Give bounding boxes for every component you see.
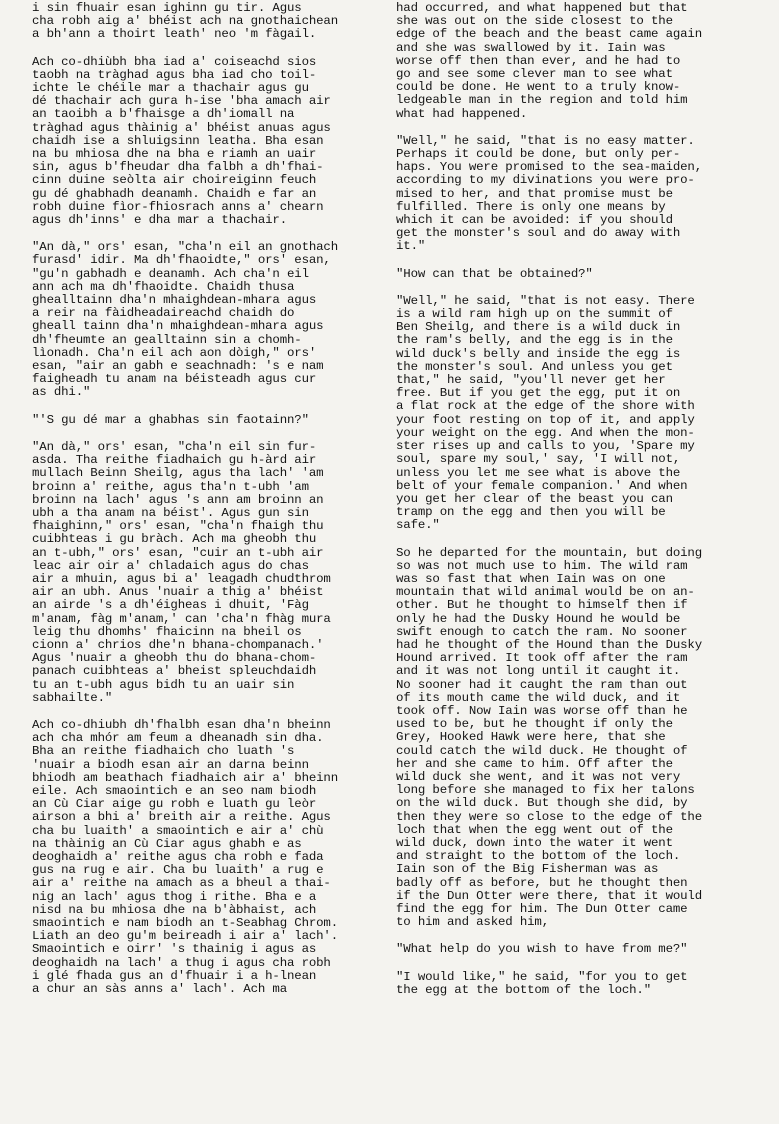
paragraph: Ach co-dhiubh dh'fhalbh esan dha'n bheinn ach cha mhór am feum a dheanadh sin dha. Bha an reithe fiadhaich cho luath 's 'nuair a biodh esan air an darna beinn bhiodh am beathach fiadhaich air a' bheinn eile. Ach smaointich e an seo nam biodh an Cù Ciar aige gu robh e luath gu leòr airson a bhi a' breith air a reithe. Agus cha bu luaith' a smaointich e air a' chù na thàinig an Cù Ciar agus ghabh e as deoghaidh a' reithe agus cha robh e fada gus na rug e air. Cha bu luaith' a rug e air a' reithe na amach as a bheul a thai- nig an lach' agus thog i rithe. Bha e a nisd na bu mhiosa dhe na b'àbhaist, ach smaointich e nam biodh an t-Seabhag Chrom. Liath an deo gu'm beireadh i air a' lach'. Smaointich e oirr' 's thainig i agus as deoghaidh na lach' a thug i agus cha robh i glé fhada gus an d'fhuair i a h-lnean a chur an sàs anns a' lach'. Ach ma (32, 717, 338, 997)
right-column (396, 2, 748, 997)
paragraph: "Well," he said, "that is no easy matter. Perhaps it could be done, but only per- haps. You were promised to the sea-maiden, according to my divinations you were pro- mised to her, and that promise must be fulfilled. There is only one means by which it can be avoided: if you should get the monster's soul and do away with it." (396, 133, 702, 254)
paragraph: Ach co-dhiùbh bha iad a' coiseachd sios taobh na tràghad agus bha iad cho toil- ichte le chéile mar a thachair agus gu dé thachair ach gura h-ise 'bha amach air an taoibh a b'fhaisge a dh'iomall na tràghad agus thàinig a' bhéist anuas agus chaidh ise a shluigsinn leatha. Bha esan na bu mhiosa dhe na bha e riamh an uair sin, agus b'fheudar dha falbh a dh'fhai- cinn duine seòlta air choireiginn feuch gu dé ghabhadh deanamh. Chaidh e far an robh duine fìor-fhiosrach anns a' chearn agus dh'inns' e dha mar a thachair. (32, 54, 331, 228)
paragraph: "How can that be obtained?" (396, 266, 593, 281)
paragraph: "An dà," ors' esan, "cha'n eil sin fur- asda. Tha reithe fiadhaich gu h-àrd air mullach Beinn Sheilg, agus tha lach' 'am broinn a' reithe, agus tha'n t-ubh 'am broinn na lach' agus 's ann am broinn an ubh a tha anam na béist'. Agus gun sin fhaighinn," ors' esan, "cha'n fhaigh thu cuibhteas i gu bràch. Ach ma gheobh thu an t-ubh," ors' esan, "cuir an t-ubh air leac air oir a' chladaich agus do chas air a mhuin, agus bi a' leagadh chudthrom air an ubh. Anus 'nuair a thig a' bhéist an airde 's a dh'éigheas i dhuit, 'Fàg m'anam, fàg m'anam,' can 'cha'n fhàg mura leig thu dhomhs' fhaicinn na bheil os cionn a' chrios dhe'n bhana-chompanach.' Agus 'nuair a gheobh thu do bhana-chom- panach cuibhteas a' bheist spleuchdaidh tu an t-ubh agus bidh tu an uair sin sabhailte." (32, 439, 331, 705)
paragraph: "'S gu dé mar a ghabhas sin faotainn?" (32, 412, 309, 427)
paragraph: had occurred, and what happened but that she was out on the side closest to the edge of the beach and the beast came again and she was swallowed by it. Iain was worse off then than ever, and he had to go and see some clever man to see what could be done. He went to a truly know- ledgeable man in the region and told him what had happened. (396, 1, 702, 121)
paragraph: So he departed for the mountain, but doing so was not much use to him. The wild ram was so fast that when Iain was on one mountain that wild animal would be on an- other. But he thought to himself then if only he had the Dusky Hound he would be swift enough to catch the ram. No sooner had he thought of the Hound than the Dusky Hound arrived. It took off after the ram and it was not long until it caught it. No sooner had it caught the ram than out of its mouth came the wild duck, and it took off. Now Iain was worse off than he used to be, but he thought if only the Grey, Hooked Hawk were here, that she could catch the wild duck. He thought of her and she came to him. Off after the wild duck she went, and it was not very long before she managed to fix her talons on the wild duck. But though she did, by then they were so close to the edge of the loch that when the egg went out of the wild duck, down into the water it went and straight to the bottom of the loch. Iain son of the Big Fisherman was as badly off as before, but he thought then if the Dun Otter were there, that it would find the egg for him. The Dun Otter came to him and asked him, (396, 545, 702, 930)
paragraph: "What help do you wish to have from me?" (396, 942, 688, 957)
paragraph: "I would like," he said, "for you to get the egg at the bottom of the loch." (396, 969, 688, 997)
paragraph: "An dà," ors' esan, "cha'n eil an gnothach furasd' idir. Ma dh'fhaoidte," ors' esan, "gu'n gabhadh e deanamh. Ach cha'n eil ann ach ma dh'fhaoidte. Chaidh thusa ghealltainn dha'n mhaighdean-mhara agus a reir na fàidheadaireachd chaidh do gheall tainn dha'n mhaighdean-mhara agus dh'fheumte an gealltainn sin a chomh- lìonadh. Cha'n eil ach aon dòigh," ors' esan, "air an gabh e seachnadh: 's e nam faigheadh tu anam na béisteadh agus cur as dhi." (32, 240, 338, 400)
left-column (32, 2, 376, 996)
paragraph: "Well," he said, "that is not easy. There is a wild ram high up on the summit of Ben Sheilg, and there is a wild duck in the ram's belly, and the egg is in the wild duck's belly and inside the egg is the monster's soul. And unless you get that," he said, "you'll never get her free. But if you get the egg, put it on a flat rock at the edge of the shore with your foot resting on top of it, and apply your weight on the egg. And when the mon- ster rises up and calls to you, 'Spare my soul, spare my soul,' say, 'I will not, unless you let me see what is above the belt of your female companion.' And when you get her clear of the beast you can tramp on the egg and then you will be safe." (396, 293, 695, 533)
paragraph: i sin fhuair esan ighinn gu tir. Agus cha robh aig a' bhéist ach na gnothaichean a bh'ann a thoirt leath' neo 'm fàgail. (32, 1, 338, 42)
